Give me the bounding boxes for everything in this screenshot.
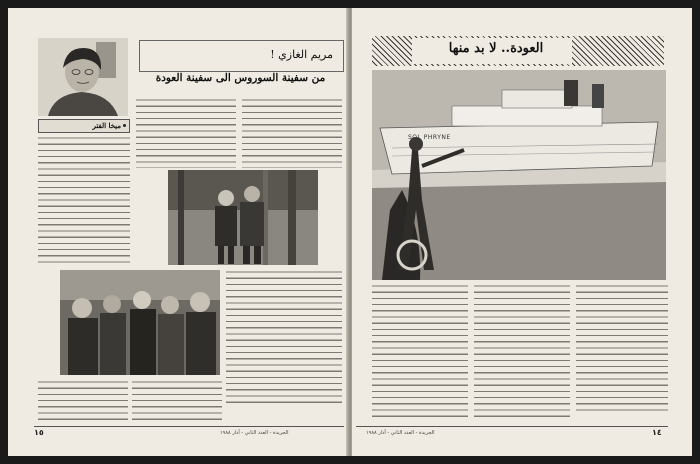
children-photo <box>168 170 318 265</box>
left-text-col-6 <box>38 380 128 422</box>
left-text-col-8 <box>38 270 56 370</box>
left-text-col-3 <box>242 98 342 168</box>
right-page <box>352 8 692 456</box>
right-text-col-2 <box>474 284 570 418</box>
bullet-icon <box>123 124 126 127</box>
magazine-spread <box>8 8 692 456</box>
left-text-col-1 <box>38 136 130 266</box>
ship-photo <box>372 70 666 280</box>
right-footer-rule <box>356 426 668 427</box>
left-text-col-2 <box>136 98 236 168</box>
left-text-col-5 <box>226 270 342 408</box>
author-name: مريم الغازي ! <box>270 48 333 61</box>
author-label-box <box>139 40 344 72</box>
left-footer-rule <box>34 426 344 427</box>
right-page-number: ١٤ <box>652 428 662 437</box>
right-footer-text: الجريدة - العدد الثاني - آذار ١٩٨٨ <box>366 430 435 436</box>
byline-box <box>38 119 130 133</box>
ship-name-label: SOL PHRYNE <box>408 134 451 141</box>
left-page <box>8 8 348 456</box>
right-headline: العودة.. لا بد منها <box>448 41 544 56</box>
left-text-col-7 <box>132 380 222 422</box>
left-footer-text: الجريدة - العدد الثاني - آذار ١٩٨٨ <box>220 430 289 436</box>
left-headline: من سفينة السوروس الى سفينة العودة <box>155 72 326 84</box>
author-portrait <box>38 38 128 116</box>
crowd-photo <box>60 270 220 375</box>
headline-banner <box>372 36 664 66</box>
right-text-col-3 <box>372 284 468 418</box>
byline: ميخا الفتر <box>92 121 121 130</box>
right-text-col-1 <box>576 284 668 414</box>
left-page-number: ١٥ <box>34 428 44 437</box>
